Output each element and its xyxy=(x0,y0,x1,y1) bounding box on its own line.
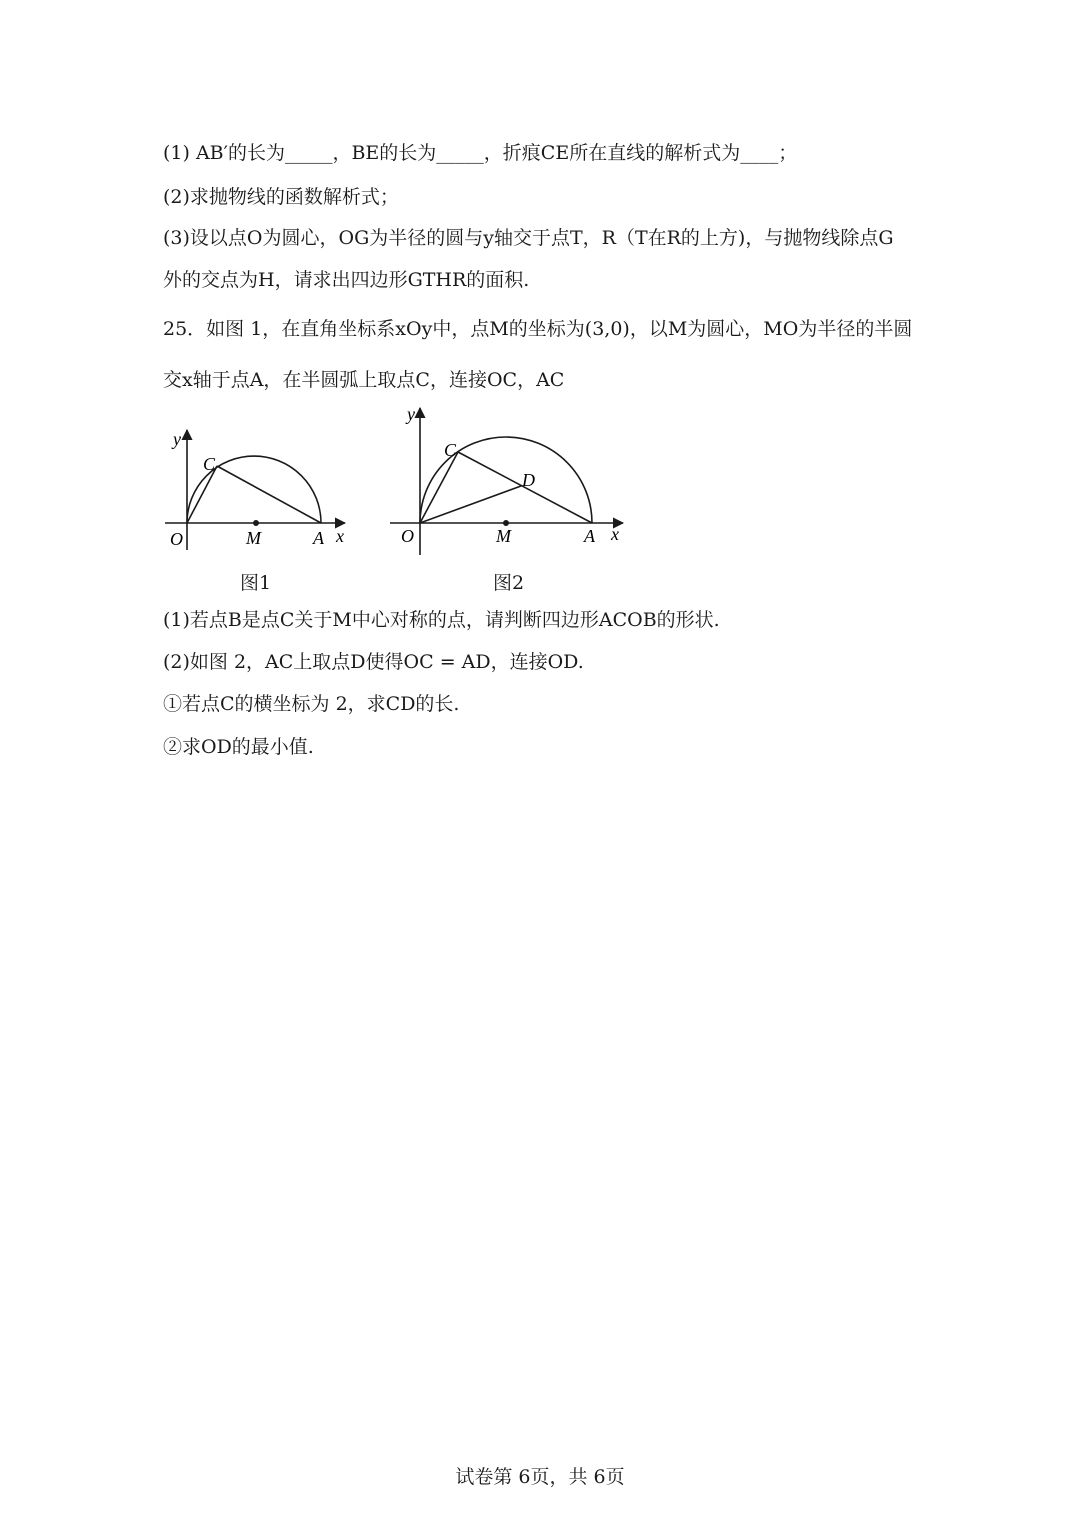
figure-1 xyxy=(155,420,355,560)
fig1-segment-ca xyxy=(217,466,321,523)
question-line-4: 外的交点为H，请求出四边形GTHR的面积. xyxy=(163,269,530,291)
fig1-label-o: O xyxy=(170,529,183,549)
question-line-9: ①若点C的横坐标为 2，求CD的长. xyxy=(163,693,460,715)
fig2-label-c: C xyxy=(444,440,457,460)
fig1-label-a: A xyxy=(313,528,324,548)
question-line-2: (2)求抛物线的函数解析式； xyxy=(163,186,399,208)
fig2-label-m: M xyxy=(496,526,511,546)
question-line-5: 25．如图 1，在直角坐标系xOy中，点M的坐标为(3,0)，以M为圆心，MO为半径的半圆 xyxy=(163,318,913,340)
fig1-label-m: M xyxy=(246,528,261,548)
fig2-label-a: A xyxy=(584,526,595,546)
fig2-label-x: x xyxy=(611,524,619,544)
question-line-1: (1) AB′的长为_____，BE的长为_____，折痕CE所在直线的解析式为____； xyxy=(163,142,798,164)
question-line-10: ②求OD的最小值. xyxy=(163,736,314,758)
fig1-segment-oc xyxy=(187,466,217,523)
question-line-7: (1)若点B是点C关于M中心对称的点，请判断四边形ACOB的形状. xyxy=(163,609,720,631)
fig2-label-y: y xyxy=(407,404,415,424)
fig1-label-x: x xyxy=(336,526,344,546)
figure-2 xyxy=(385,400,635,560)
fig2-label-d: D xyxy=(522,470,535,490)
page-footer: 试卷第 6页，共 6页 xyxy=(455,1466,625,1488)
fig2-segment-od xyxy=(420,486,521,523)
question-line-8: (2)如图 2，AC上取点D使得OC = AD，连接OD. xyxy=(163,651,584,673)
fig1-label-y: y xyxy=(173,429,181,449)
fig1-point-m xyxy=(253,520,259,526)
fig1-label-c: C xyxy=(203,454,216,474)
fig2-label-o: O xyxy=(401,526,414,546)
fig2-segment-oc xyxy=(420,452,458,523)
figure-2-caption: 图2 xyxy=(493,572,525,594)
figure-1-caption: 图1 xyxy=(240,572,272,594)
question-line-6: 交x轴于点A，在半圆弧上取点C，连接OC，AC xyxy=(163,369,565,391)
question-line-3: (3)设以点O为圆心，OG为半径的圆与y轴交于点T，R（T在R的上方)，与抛物线除点G xyxy=(163,227,894,249)
